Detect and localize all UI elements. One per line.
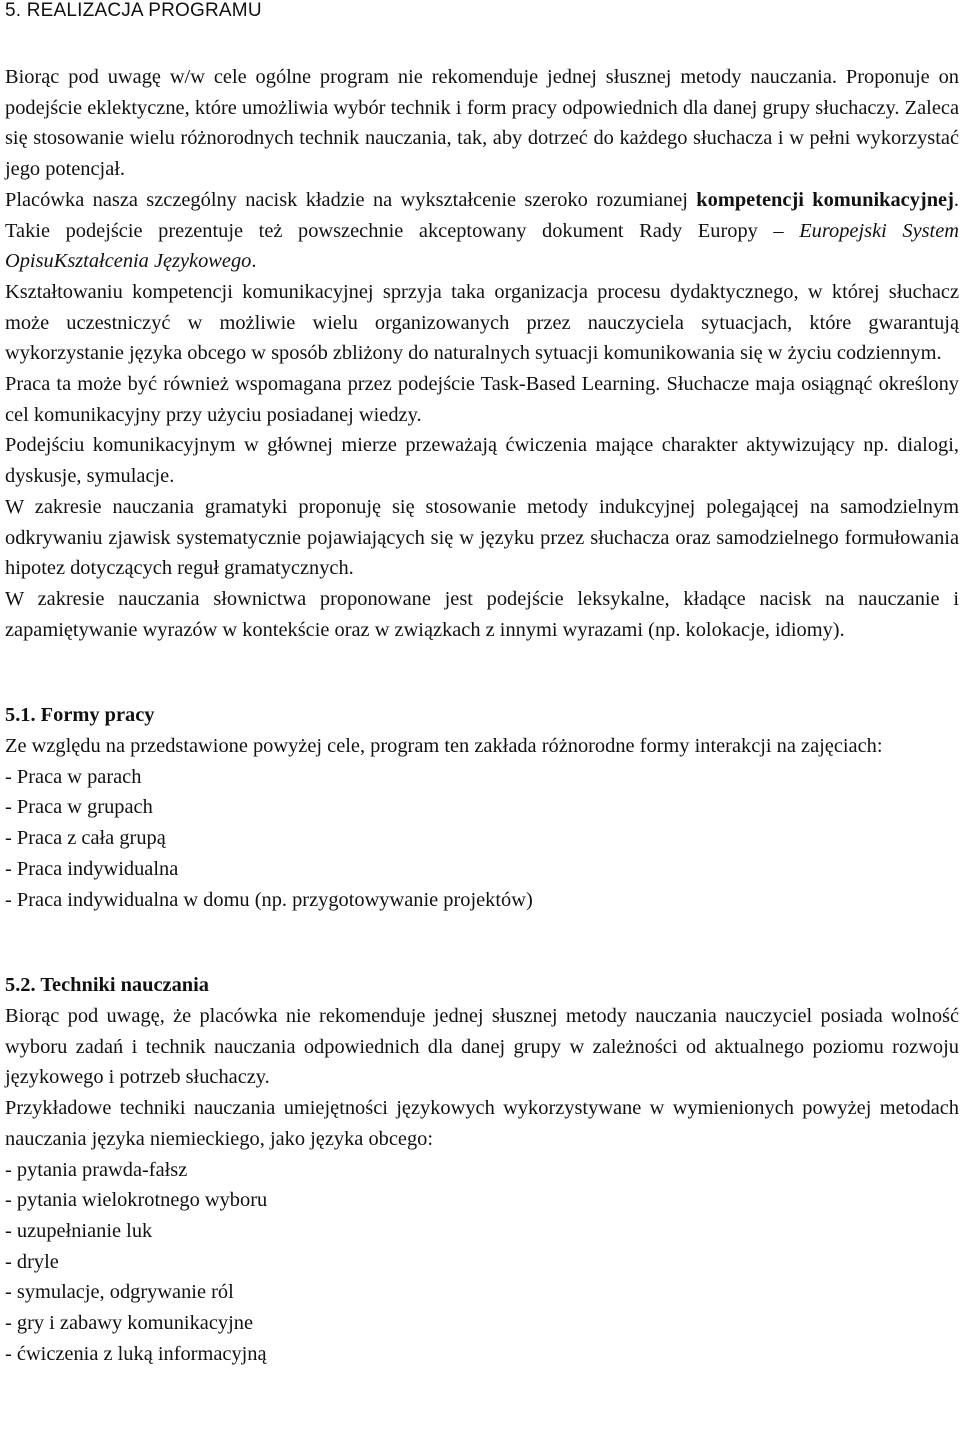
section-title: 5. REALIZACJA PROGRAMU bbox=[5, 0, 262, 21]
paragraph-forms-intro: Ze względu na przedstawione powyżej cele, program ten zakłada różnorodne formy interakcji na zajęciach: bbox=[5, 735, 883, 758]
subsection-title-text: 5.2. Techniki nauczania bbox=[5, 974, 209, 997]
subsection-title-text: 5.1. Formy pracy bbox=[5, 704, 155, 727]
spacer bbox=[5, 22, 959, 64]
subsection-title-forms bbox=[5, 700, 959, 731]
list-item: - symulacje, odgrywanie ról bbox=[5, 1281, 234, 1304]
list-item: - pytania prawda-fałsz bbox=[5, 1158, 188, 1181]
paragraph-activating: Podejściu komunikacyjnym w głównej mierze przeważają ćwiczenia mające charakter aktywizujący np. dialogi, dyskusje, symulacje. bbox=[5, 434, 959, 488]
paragraph-vocabulary: W zakresie nauczania słownictwa proponowane jest podejście leksykalne, kładące nacisk na nauczanie i zapamiętywanie wyrazów w kontekście oraz w związkach z innymi wyrazami (np. kolokacje, idiomy). bbox=[5, 587, 959, 641]
list-item: - Praca w parach bbox=[5, 765, 142, 788]
list-item: - ćwiczenia z luką informacyjną bbox=[5, 1342, 267, 1365]
techniques-list bbox=[5, 1155, 959, 1370]
list-item: - Praca w grupach bbox=[5, 796, 153, 819]
document-page bbox=[5, 0, 959, 1369]
spacer bbox=[5, 645, 959, 700]
spacer bbox=[5, 915, 959, 970]
list-item: - dryle bbox=[5, 1250, 59, 1273]
subsection-title-techniques bbox=[5, 970, 959, 1001]
text-run: Placówka nasza szczególny nacisk kładzie na wykształcenie szeroko rozumianej bbox=[5, 188, 697, 211]
list-item: - uzupełnianie luk bbox=[5, 1219, 153, 1242]
list-item: - gry i zabawy komunikacyjne bbox=[5, 1312, 254, 1335]
text-run: . Takie podejście prezentuje też powszechnie akceptowany dokument Rady Europy – bbox=[5, 188, 959, 242]
italic-document-name: Europejski System OpisuKształcenia Językowego bbox=[5, 219, 959, 273]
list-item: - pytania wielokrotnego wyboru bbox=[5, 1189, 268, 1212]
paragraph-techniques-1: Biorąc pod uwagę, że placówka nie rekomenduje jednej słusznej metody nauczania nauczyciel posiada wolność wyboru zadań i technik nauczania odpowiednich dla danej grupy w zależności od aktualnego poziomu rozwoju językowego i potrzeb słuchaczy. bbox=[5, 1004, 959, 1089]
paragraph-grammar: W zakresie nauczania gramatyki proponuję się stosowanie metody indukcyjnej polegającej na samodzielnym odkrywaniu zjawisk systematycznie pojawiających się w języku przez słuchacza oraz samodzielnego formułowania hipotez dotyczących reguł gramatycznych. bbox=[5, 495, 959, 580]
paragraph-task-based: Praca ta może być również wspomagana przez podejście Task-Based Learning. Słuchacze maja osiągnąć określony cel komunikacyjny przy użyciu posiadanej wiedzy. bbox=[5, 373, 959, 426]
bold-term: kompetencji komunikacyjnej bbox=[696, 188, 954, 211]
paragraph-organization: Kształtowaniu kompetencji komunikacyjnej sprzyja taka organizacja procesu dydaktycznego, w której słuchacz może uczestniczyć w możliwie wielu organizowanych przez nauczyciela sytuacjach, które gwarantują wykorzystanie języka obcego w sposób zbliżony do naturalnych sytuacji komunikowania się w życiu codziennym. bbox=[5, 280, 959, 365]
paragraph-techniques-2: Przykładowe techniki nauczania umiejętności językowych wykorzystywane w wymienionych powyżej metodach nauczania języka niemieckiego, jako języka obcego: bbox=[5, 1097, 959, 1150]
paragraph-communicative-competence bbox=[5, 185, 959, 277]
forms-list bbox=[5, 762, 959, 916]
list-item: - Praca indywidualna bbox=[5, 857, 179, 880]
list-item: - Praca indywidualna w domu (np. przygotowywanie projektów) bbox=[5, 888, 533, 911]
text-run: . bbox=[251, 250, 257, 273]
list-item: - Praca z cała grupą bbox=[5, 827, 166, 850]
paragraph-intro: Biorąc pod uwagę w/w cele ogólne program nie rekomenduje jednej słusznej metody nauczania. Proponuje on podejście eklektyczne, które umożliwia wybór technik i form pracy odpowiednich dla danej grupy słuchaczy. Zaleca się stosowanie wielu różnorodnych technik nauczania, tak, aby dotrzeć do każdego słuchacza i w pełni wykorzystać jego potencjał. bbox=[5, 66, 959, 181]
